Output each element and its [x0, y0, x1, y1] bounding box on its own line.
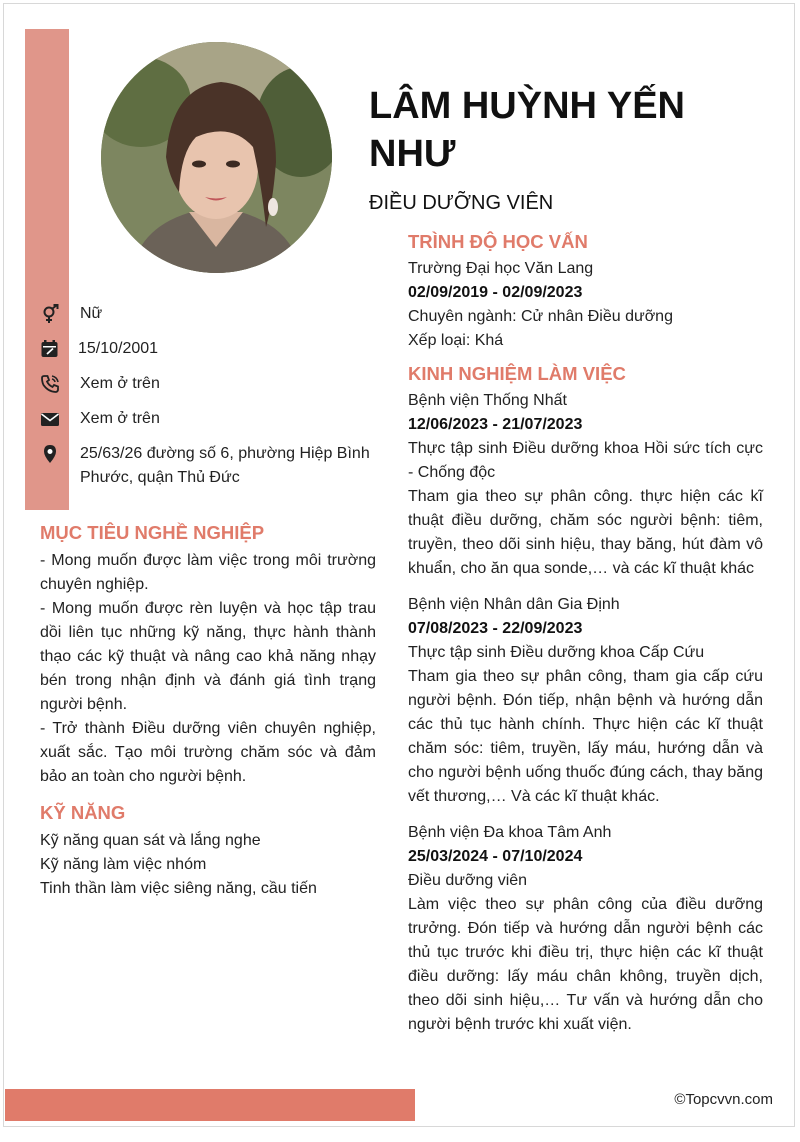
experience-item [408, 821, 763, 1037]
education-title: TRÌNH ĐỘ HỌC VẤN [408, 231, 588, 252]
skills-title: KỸ NĂNG [40, 802, 126, 823]
candidate-name: LÂM HUỲNH YẾN NHƯ [369, 85, 685, 175]
phone-icon [40, 374, 60, 394]
gender-text: Nữ [80, 305, 103, 322]
objective-paragraph: - Trở thành Điều dưỡng viên chuyên nghiệp, xuất sắc. Tạo môi trường chăm sóc và đảm bảo an toàn cho người bệnh. [40, 720, 376, 785]
education-major: Chuyên ngành: Cử nhân Điều dưỡng [408, 308, 673, 325]
education-dates: 02/09/2019 - 02/09/2023 [408, 284, 583, 301]
objective-paragraph: - Mong muốn được rèn luyện và học tập trau dồi liên tục những kỹ năng, thực hành thành thạo các kỹ thuật và nâng cao khả năng nhạy bén trong nhận định và đánh giá tình trạng người bệnh. [40, 600, 376, 713]
objective-title: MỤC TIÊU NGHỀ NGHIỆP [40, 522, 265, 543]
objective-paragraph: - Mong muốn được làm việc trong môi trường chuyên nghiệp. [40, 552, 376, 593]
education-school: Trường Đại học Văn Lang [408, 260, 594, 277]
profile-photo-image [101, 42, 332, 273]
profile-photo [101, 42, 332, 273]
experience-role: Thực tập sinh Điều dưỡng khoa Cấp Cứu [408, 644, 705, 661]
contact-phone [40, 372, 385, 396]
calendar-icon [40, 339, 60, 359]
skill-item: Kỹ năng làm việc nhóm [40, 856, 207, 873]
contact-email [40, 407, 385, 431]
contact-list [40, 302, 385, 501]
email-text: Xem ở trên [80, 410, 160, 427]
birthday-text: 15/10/2001 [78, 340, 159, 357]
job-title: ĐIỀU DƯỠNG VIÊN [369, 192, 554, 214]
contact-gender [40, 302, 385, 326]
experience-item [408, 593, 763, 809]
experience-role: Điều dưỡng viên [408, 872, 528, 889]
gender-icon [40, 304, 60, 324]
right-column [408, 230, 763, 1037]
email-icon [40, 409, 60, 429]
experience-title: KINH NGHIỆM LÀM VIỆC [408, 363, 626, 384]
footer-accent-bar [5, 1089, 415, 1121]
experience-description: Tham gia theo sự phân công, tham gia cấp cứu người bệnh. Đón tiếp, nhận bệnh và hướng dẫn các thủ tục hành chính. Thực hiện các kĩ thuật chăm sóc: tiêm, truyền, lấy máu, hướng dẫn và cho người bệnh uống thuốc đúng cách, thay băng vết thương,… Và các kĩ thuật khác. [408, 668, 763, 805]
experience-description: Làm việc theo sự phân công của điều dưỡng trưởng. Đón tiếp và hướng dẫn người bệnh các thủ tục trước khi điều trị, thực hiện các kĩ thuật điều dưỡng: lấy máu chân không, truyền dịch, theo dõi sinh hiệu,… Tư vấn và hướng dẫn cho người bệnh trước khi xuất viện. [408, 896, 763, 1033]
experience-dates: 07/08/2023 - 22/09/2023 [408, 620, 583, 637]
experience-description: Tham gia theo sự phân công. thực hiện các kĩ thuật điều dưỡng, chăm sóc người bệnh: tiêm, truyền, theo dõi sinh hiệu, thay băng, hút đàm vô khuẩn, cho ăn qua sonde,… và các kĩ thuật khác [408, 488, 763, 577]
address-text: 25/63/26 đường số 6, phường Hiệp Bình Phước, quận Thủ Đức [80, 445, 370, 486]
experience-dates: 12/06/2023 - 21/07/2023 [408, 416, 583, 433]
experience-place: Bệnh viện Nhân dân Gia Định [408, 596, 620, 613]
experience-role: Thực tập sinh Điều dưỡng khoa Hồi sức tích cực - Chống độc [408, 440, 763, 481]
contact-birthday [40, 337, 385, 361]
left-column [40, 521, 376, 901]
experience-item [408, 389, 763, 581]
skill-item: Tinh thần làm việc siêng năng, cầu tiến [40, 880, 317, 897]
experience-dates: 25/03/2024 - 07/10/2024 [408, 848, 583, 865]
experience-place: Bệnh viện Thống Nhất [408, 392, 567, 409]
copyright: ©Topcvvn.com [674, 1091, 773, 1108]
location-icon [40, 444, 60, 464]
skill-item: Kỹ năng quan sát và lắng nghe [40, 832, 261, 849]
contact-address [40, 442, 385, 490]
education-rank: Xếp loại: Khá [408, 332, 504, 349]
experience-place: Bệnh viện Đa khoa Tâm Anh [408, 824, 612, 841]
phone-text: Xem ở trên [80, 375, 160, 392]
